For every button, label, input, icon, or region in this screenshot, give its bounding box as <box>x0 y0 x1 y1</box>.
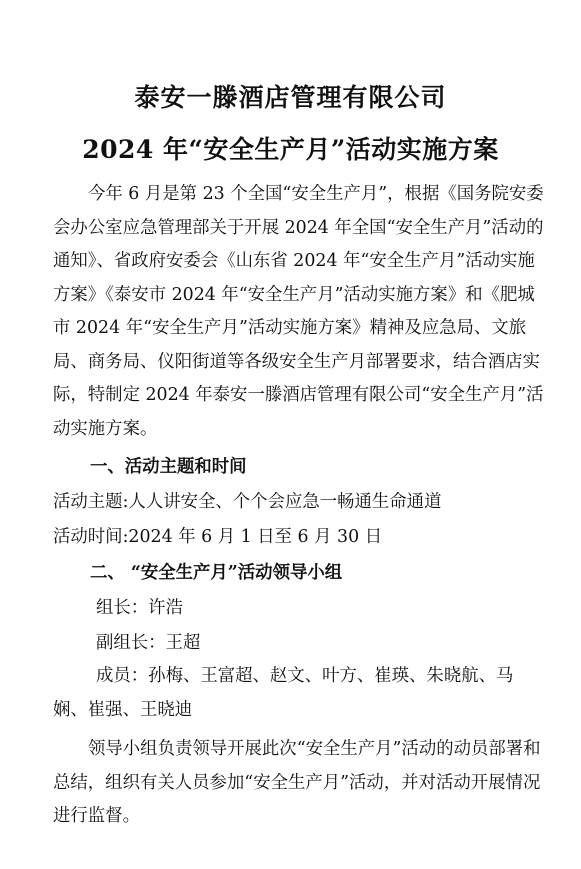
activity-time: 活动时间:2024 年 6 月 1 日至 6 月 30 日 <box>53 527 383 547</box>
leader: 组长：许浩 <box>96 598 183 618</box>
section1-heading: 一、活动主题和时间 <box>90 457 247 477</box>
deputy-leader: 副组长：王超 <box>96 633 201 653</box>
members-paragraph: 成员：孙梅、王富超、赵文、叶方、崔瑛、朱晓航、马娴、崔强、王晓迪 <box>53 666 514 720</box>
activity-theme: 活动主题:人人讲安全、个个会应急一畅通生命通道 <box>53 492 442 512</box>
duty-paragraph: 领导小组负责领导开展此次“安全生产月”活动的动员部署和总结，组织有关人员参加“安全生产月”活动，并对活动开展情况进行监督。 <box>53 739 541 826</box>
intro-paragraph: 今年 6 月是第 23 个全国“安全生产月”，根据《国务院安委会办公室应急管理部关于开展 2024 年全国“安全生产月”活动的通知》、省政府安委会《山东省 2024 年“安全生产月”活动实施方案》《泰安市 2024 年“安全生产月”活动实施方案》和《肥城市 2024 年“安全生产月”活动实施方案》精神及应急局、文旅局、商务局、仪阳街道等各级安全生产月部署要求，结合酒店实际，特制定 2024 年泰安一滕酒店管理有限公司“安全生产月”活动实施方案。 <box>53 184 544 439</box>
company-title: 泰安一滕酒店管理有限公司 <box>134 83 447 112</box>
plan-title: 2024 年“安全生产月”活动实施方案 <box>82 135 499 164</box>
section2-heading: 二、 “安全生产月”活动领导小组 <box>90 563 343 583</box>
